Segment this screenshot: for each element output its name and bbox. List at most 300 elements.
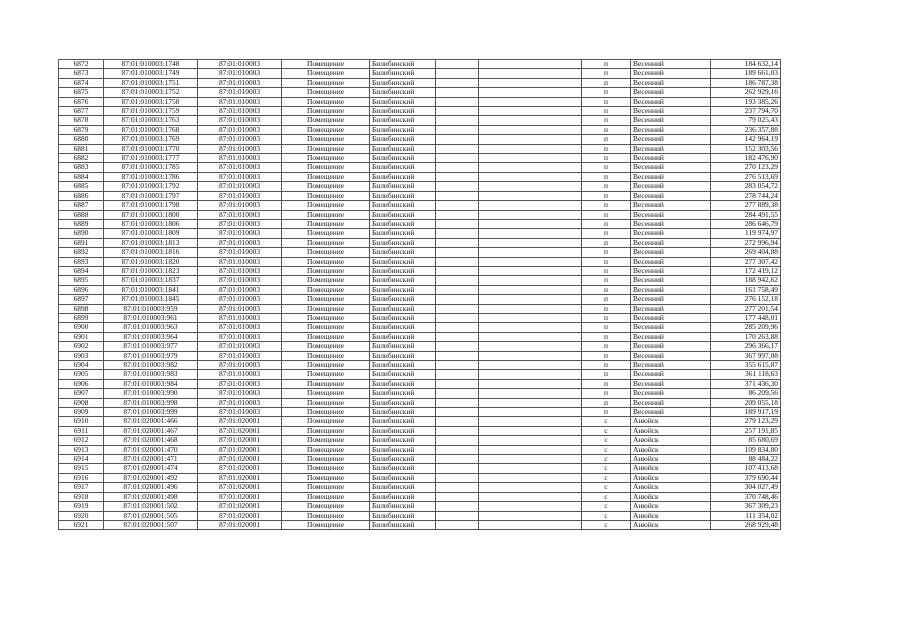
object-type-cell: Помещение bbox=[282, 417, 370, 426]
table-row bbox=[59, 276, 781, 285]
district-cell: Билибинский bbox=[370, 408, 436, 417]
column-blank-1-cell bbox=[436, 107, 479, 116]
column-blank-2-cell bbox=[479, 88, 582, 97]
column-blank-2-cell bbox=[479, 69, 582, 78]
column-blank-2-cell bbox=[479, 172, 582, 181]
settlement-name-cell: Анюйск bbox=[631, 464, 711, 473]
cadastral-quarter-cell: 87:01:010003 bbox=[198, 97, 282, 106]
row-number-cell: 6921 bbox=[59, 520, 104, 529]
settlement-name-cell: Весенний bbox=[631, 379, 711, 388]
cadastral-quarter-cell: 87:01:010003 bbox=[198, 201, 282, 210]
settlement-type-cell: п bbox=[582, 97, 631, 106]
table-row bbox=[59, 417, 781, 426]
cadastral-value-cell: 257 191,85 bbox=[711, 426, 781, 435]
cadastral-number-cell: 87:01:010003:1806 bbox=[104, 219, 198, 228]
settlement-type-cell: с bbox=[582, 445, 631, 454]
settlement-name-cell: Весенний bbox=[631, 238, 711, 247]
cadastral-quarter-cell: 87:01:010003 bbox=[198, 248, 282, 257]
district-cell: Билибинский bbox=[370, 154, 436, 163]
cadastral-quarter-cell: 87:01:010003 bbox=[198, 116, 282, 125]
settlement-type-cell: п bbox=[582, 201, 631, 210]
cadastral-number-cell: 87:01:020001:505 bbox=[104, 511, 198, 520]
settlement-type-cell: п bbox=[582, 69, 631, 78]
district-cell: Билибинский bbox=[370, 107, 436, 116]
settlement-name-cell: Весенний bbox=[631, 304, 711, 313]
column-blank-2-cell bbox=[479, 97, 582, 106]
cadastral-value-cell: 367 997,08 bbox=[711, 351, 781, 360]
cadastral-value-cell: 177 448,01 bbox=[711, 313, 781, 322]
column-blank-2-cell bbox=[479, 502, 582, 511]
cadastral-number-cell: 87:01:020001:466 bbox=[104, 417, 198, 426]
column-blank-2-cell bbox=[479, 361, 582, 370]
column-blank-1-cell bbox=[436, 295, 479, 304]
column-blank-2-cell bbox=[479, 154, 582, 163]
cadastral-number-cell: 87:01:010003:998 bbox=[104, 398, 198, 407]
cadastral-value-cell: 79 025,43 bbox=[711, 116, 781, 125]
column-blank-1-cell bbox=[436, 520, 479, 529]
column-blank-1-cell bbox=[436, 342, 479, 351]
cadastral-number-cell: 87:01:010003:983 bbox=[104, 370, 198, 379]
row-number-cell: 6903 bbox=[59, 351, 104, 360]
table-row bbox=[59, 191, 781, 200]
cadastral-quarter-cell: 87:01:010003 bbox=[198, 210, 282, 219]
row-number-cell: 6885 bbox=[59, 182, 104, 191]
settlement-name-cell: Весенний bbox=[631, 361, 711, 370]
cadastral-quarter-cell: 87:01:020001 bbox=[198, 464, 282, 473]
object-type-cell: Помещение bbox=[282, 398, 370, 407]
settlement-name-cell: Анюйск bbox=[631, 455, 711, 464]
cadastral-number-cell: 87:01:010003:964 bbox=[104, 332, 198, 341]
table-row bbox=[59, 351, 781, 360]
district-cell: Билибинский bbox=[370, 135, 436, 144]
table-row bbox=[59, 379, 781, 388]
row-number-cell: 6877 bbox=[59, 107, 104, 116]
settlement-name-cell: Весенний bbox=[631, 182, 711, 191]
cadastral-number-cell: 87:01:010003:1792 bbox=[104, 182, 198, 191]
row-number-cell: 6888 bbox=[59, 210, 104, 219]
table-row bbox=[59, 88, 781, 97]
column-blank-1-cell bbox=[436, 219, 479, 228]
settlement-type-cell: п bbox=[582, 116, 631, 125]
settlement-type-cell: п bbox=[582, 229, 631, 238]
object-type-cell: Помещение bbox=[282, 304, 370, 313]
column-blank-1-cell bbox=[436, 426, 479, 435]
settlement-type-cell: п bbox=[582, 332, 631, 341]
cadastral-number-cell: 87:01:010003:1777 bbox=[104, 154, 198, 163]
cadastral-quarter-cell: 87:01:010003 bbox=[198, 276, 282, 285]
row-number-cell: 6914 bbox=[59, 455, 104, 464]
cadastral-quarter-cell: 87:01:010003 bbox=[198, 285, 282, 294]
settlement-name-cell: Весенний bbox=[631, 88, 711, 97]
cadastral-number-cell: 87:01:010003:1816 bbox=[104, 248, 198, 257]
row-number-cell: 6890 bbox=[59, 229, 104, 238]
district-cell: Билибинский bbox=[370, 313, 436, 322]
settlement-name-cell: Анюйск bbox=[631, 483, 711, 492]
cadastral-number-cell: 87:01:010003:1763 bbox=[104, 116, 198, 125]
object-type-cell: Помещение bbox=[282, 210, 370, 219]
district-cell: Билибинский bbox=[370, 276, 436, 285]
cadastral-number-cell: 87:01:010003:1752 bbox=[104, 88, 198, 97]
object-type-cell: Помещение bbox=[282, 229, 370, 238]
district-cell: Билибинский bbox=[370, 492, 436, 501]
row-number-cell: 6906 bbox=[59, 379, 104, 388]
settlement-name-cell: Весенний bbox=[631, 201, 711, 210]
district-cell: Билибинский bbox=[370, 502, 436, 511]
column-blank-1-cell bbox=[436, 332, 479, 341]
row-number-cell: 6886 bbox=[59, 191, 104, 200]
column-blank-2-cell bbox=[479, 144, 582, 153]
cadastral-quarter-cell: 87:01:010003 bbox=[198, 370, 282, 379]
column-blank-1-cell bbox=[436, 78, 479, 87]
cadastral-value-cell: 182 476,90 bbox=[711, 154, 781, 163]
table-row bbox=[59, 257, 781, 266]
object-type-cell: Помещение bbox=[282, 361, 370, 370]
row-number-cell: 6917 bbox=[59, 483, 104, 492]
settlement-type-cell: п bbox=[582, 313, 631, 322]
district-cell: Билибинский bbox=[370, 60, 436, 69]
column-blank-2-cell bbox=[479, 511, 582, 520]
district-cell: Билибинский bbox=[370, 191, 436, 200]
cadastral-number-cell: 87:01:020001:492 bbox=[104, 473, 198, 482]
table-row bbox=[59, 201, 781, 210]
column-blank-2-cell bbox=[479, 389, 582, 398]
settlement-type-cell: с bbox=[582, 502, 631, 511]
row-number-cell: 6878 bbox=[59, 116, 104, 125]
cadastral-quarter-cell: 87:01:010003 bbox=[198, 257, 282, 266]
table-row bbox=[59, 389, 781, 398]
column-blank-2-cell bbox=[479, 492, 582, 501]
column-blank-2-cell bbox=[479, 60, 582, 69]
object-type-cell: Помещение bbox=[282, 351, 370, 360]
cadastral-number-cell: 87:01:010003:1797 bbox=[104, 191, 198, 200]
cadastral-value-cell: 237 794,70 bbox=[711, 107, 781, 116]
cadastral-quarter-cell: 87:01:020001 bbox=[198, 483, 282, 492]
column-blank-1-cell bbox=[436, 379, 479, 388]
cadastral-quarter-cell: 87:01:010003 bbox=[198, 389, 282, 398]
cadastral-number-cell: 87:01:020001:470 bbox=[104, 445, 198, 454]
object-type-cell: Помещение bbox=[282, 125, 370, 134]
settlement-type-cell: п bbox=[582, 238, 631, 247]
table-row bbox=[59, 210, 781, 219]
row-number-cell: 6916 bbox=[59, 473, 104, 482]
row-number-cell: 6904 bbox=[59, 361, 104, 370]
cadastral-quarter-cell: 87:01:010003 bbox=[198, 379, 282, 388]
settlement-type-cell: п bbox=[582, 60, 631, 69]
district-cell: Билибинский bbox=[370, 78, 436, 87]
column-blank-1-cell bbox=[436, 135, 479, 144]
cadastral-number-cell: 87:01:010003:979 bbox=[104, 351, 198, 360]
table-row bbox=[59, 361, 781, 370]
table-row bbox=[59, 229, 781, 238]
row-number-cell: 6896 bbox=[59, 285, 104, 294]
cadastral-value-cell: 86 209,56 bbox=[711, 389, 781, 398]
column-blank-2-cell bbox=[479, 210, 582, 219]
cadastral-quarter-cell: 87:01:010003 bbox=[198, 351, 282, 360]
cadastral-quarter-cell: 87:01:020001 bbox=[198, 436, 282, 445]
cadastral-quarter-cell: 87:01:010003 bbox=[198, 154, 282, 163]
column-blank-1-cell bbox=[436, 69, 479, 78]
object-type-cell: Помещение bbox=[282, 135, 370, 144]
column-blank-1-cell bbox=[436, 238, 479, 247]
row-number-cell: 6894 bbox=[59, 266, 104, 275]
column-blank-2-cell bbox=[479, 436, 582, 445]
settlement-name-cell: Анюйск bbox=[631, 426, 711, 435]
cadastral-value-cell: 286 646,79 bbox=[711, 219, 781, 228]
column-blank-1-cell bbox=[436, 172, 479, 181]
settlement-type-cell: п bbox=[582, 285, 631, 294]
settlement-name-cell: Весенний bbox=[631, 408, 711, 417]
column-blank-2-cell bbox=[479, 163, 582, 172]
cadastral-quarter-cell: 87:01:010003 bbox=[198, 398, 282, 407]
cadastral-quarter-cell: 87:01:020001 bbox=[198, 473, 282, 482]
district-cell: Билибинский bbox=[370, 97, 436, 106]
cadastral-value-cell: 283 054,72 bbox=[711, 182, 781, 191]
cadastral-number-cell: 87:01:010003:1749 bbox=[104, 69, 198, 78]
cadastral-value-cell: 278 744,24 bbox=[711, 191, 781, 200]
cadastral-number-cell: 87:01:010003:1770 bbox=[104, 144, 198, 153]
column-blank-1-cell bbox=[436, 455, 479, 464]
row-number-cell: 6907 bbox=[59, 389, 104, 398]
settlement-type-cell: с bbox=[582, 455, 631, 464]
column-blank-1-cell bbox=[436, 191, 479, 200]
district-cell: Билибинский bbox=[370, 163, 436, 172]
cadastral-value-cell: 188 942,62 bbox=[711, 276, 781, 285]
district-cell: Билибинский bbox=[370, 389, 436, 398]
table-row bbox=[59, 342, 781, 351]
district-cell: Билибинский bbox=[370, 455, 436, 464]
cadastral-quarter-cell: 87:01:010003 bbox=[198, 107, 282, 116]
cadastral-quarter-cell: 87:01:020001 bbox=[198, 520, 282, 529]
row-number-cell: 6912 bbox=[59, 436, 104, 445]
object-type-cell: Помещение bbox=[282, 313, 370, 322]
object-type-cell: Помещение bbox=[282, 201, 370, 210]
cadastral-quarter-cell: 87:01:020001 bbox=[198, 445, 282, 454]
settlement-name-cell: Весенний bbox=[631, 313, 711, 322]
table-row bbox=[59, 69, 781, 78]
column-blank-1-cell bbox=[436, 351, 479, 360]
settlement-name-cell: Весенний bbox=[631, 97, 711, 106]
district-cell: Билибинский bbox=[370, 257, 436, 266]
column-blank-2-cell bbox=[479, 238, 582, 247]
table-row bbox=[59, 492, 781, 501]
settlement-name-cell: Анюйск bbox=[631, 502, 711, 511]
object-type-cell: Помещение bbox=[282, 266, 370, 275]
object-type-cell: Помещение bbox=[282, 483, 370, 492]
column-blank-1-cell bbox=[436, 266, 479, 275]
cadastral-number-cell: 87:01:010003:1837 bbox=[104, 276, 198, 285]
column-blank-1-cell bbox=[436, 313, 479, 322]
object-type-cell: Помещение bbox=[282, 511, 370, 520]
object-type-cell: Помещение bbox=[282, 116, 370, 125]
column-blank-1-cell bbox=[436, 201, 479, 210]
row-number-cell: 6884 bbox=[59, 172, 104, 181]
settlement-name-cell: Весенний bbox=[631, 323, 711, 332]
cadastral-quarter-cell: 87:01:020001 bbox=[198, 511, 282, 520]
cadastral-value-cell: 236 357,88 bbox=[711, 125, 781, 134]
settlement-name-cell: Весенний bbox=[631, 135, 711, 144]
table-row bbox=[59, 520, 781, 529]
row-number-cell: 6881 bbox=[59, 144, 104, 153]
row-number-cell: 6893 bbox=[59, 257, 104, 266]
object-type-cell: Помещение bbox=[282, 248, 370, 257]
column-blank-1-cell bbox=[436, 182, 479, 191]
column-blank-2-cell bbox=[479, 201, 582, 210]
row-number-cell: 6872 bbox=[59, 60, 104, 69]
settlement-name-cell: Весенний bbox=[631, 144, 711, 153]
cadastral-value-cell: 268 929,48 bbox=[711, 520, 781, 529]
row-number-cell: 6913 bbox=[59, 445, 104, 454]
column-blank-2-cell bbox=[479, 473, 582, 482]
row-number-cell: 6902 bbox=[59, 342, 104, 351]
row-number-cell: 6883 bbox=[59, 163, 104, 172]
cadastral-quarter-cell: 87:01:010003 bbox=[198, 266, 282, 275]
cadastral-value-cell: 276 513,69 bbox=[711, 172, 781, 181]
column-blank-2-cell bbox=[479, 426, 582, 435]
cadastral-value-cell: 285 209,96 bbox=[711, 323, 781, 332]
cadastral-value-cell: 270 123,29 bbox=[711, 163, 781, 172]
district-cell: Билибинский bbox=[370, 172, 436, 181]
settlement-type-cell: п bbox=[582, 304, 631, 313]
object-type-cell: Помещение bbox=[282, 295, 370, 304]
settlement-name-cell: Весенний bbox=[631, 398, 711, 407]
settlement-type-cell: с bbox=[582, 492, 631, 501]
settlement-type-cell: п bbox=[582, 257, 631, 266]
row-number-cell: 6889 bbox=[59, 219, 104, 228]
table-row bbox=[59, 436, 781, 445]
cadastral-number-cell: 87:01:020001:502 bbox=[104, 502, 198, 511]
cadastral-quarter-cell: 87:01:010003 bbox=[198, 135, 282, 144]
cadastral-quarter-cell: 87:01:010003 bbox=[198, 342, 282, 351]
object-type-cell: Помещение bbox=[282, 426, 370, 435]
settlement-type-cell: с bbox=[582, 483, 631, 492]
row-number-cell: 6895 bbox=[59, 276, 104, 285]
table-row bbox=[59, 135, 781, 144]
settlement-type-cell: с bbox=[582, 436, 631, 445]
column-blank-2-cell bbox=[479, 313, 582, 322]
table-row bbox=[59, 154, 781, 163]
cadastral-number-cell: 87:01:010003:1823 bbox=[104, 266, 198, 275]
district-cell: Билибинский bbox=[370, 417, 436, 426]
row-number-cell: 6892 bbox=[59, 248, 104, 257]
settlement-type-cell: п bbox=[582, 276, 631, 285]
cadastral-value-cell: 284 491,55 bbox=[711, 210, 781, 219]
cadastral-quarter-cell: 87:01:010003 bbox=[198, 295, 282, 304]
row-number-cell: 6880 bbox=[59, 135, 104, 144]
district-cell: Билибинский bbox=[370, 370, 436, 379]
cadastral-value-table bbox=[58, 59, 781, 530]
column-blank-1-cell bbox=[436, 417, 479, 426]
object-type-cell: Помещение bbox=[282, 389, 370, 398]
settlement-name-cell: Весенний bbox=[631, 154, 711, 163]
district-cell: Билибинский bbox=[370, 116, 436, 125]
table-row bbox=[59, 266, 781, 275]
column-blank-2-cell bbox=[479, 304, 582, 313]
settlement-type-cell: п bbox=[582, 107, 631, 116]
cadastral-value-cell: 107 413,68 bbox=[711, 464, 781, 473]
settlement-name-cell: Весенний bbox=[631, 69, 711, 78]
row-number-cell: 6879 bbox=[59, 125, 104, 134]
settlement-name-cell: Весенний bbox=[631, 248, 711, 257]
row-number-cell: 6910 bbox=[59, 417, 104, 426]
settlement-type-cell: п bbox=[582, 135, 631, 144]
settlement-type-cell: с bbox=[582, 426, 631, 435]
row-number-cell: 6920 bbox=[59, 511, 104, 520]
column-blank-1-cell bbox=[436, 154, 479, 163]
object-type-cell: Помещение bbox=[282, 445, 370, 454]
column-blank-1-cell bbox=[436, 370, 479, 379]
settlement-type-cell: п bbox=[582, 342, 631, 351]
table-row bbox=[59, 408, 781, 417]
cadastral-value-cell: 277 201,54 bbox=[711, 304, 781, 313]
column-blank-1-cell bbox=[436, 389, 479, 398]
cadastral-number-cell: 87:01:010003:1798 bbox=[104, 201, 198, 210]
cadastral-quarter-cell: 87:01:010003 bbox=[198, 182, 282, 191]
settlement-type-cell: п bbox=[582, 351, 631, 360]
cadastral-value-cell: 142 964,19 bbox=[711, 135, 781, 144]
object-type-cell: Помещение bbox=[282, 69, 370, 78]
object-type-cell: Помещение bbox=[282, 370, 370, 379]
cadastral-quarter-cell: 87:01:010003 bbox=[198, 304, 282, 313]
settlement-name-cell: Весенний bbox=[631, 257, 711, 266]
district-cell: Билибинский bbox=[370, 511, 436, 520]
cadastral-value-cell: 276 152,18 bbox=[711, 295, 781, 304]
column-blank-1-cell bbox=[436, 304, 479, 313]
settlement-name-cell: Весенний bbox=[631, 266, 711, 275]
cadastral-number-cell: 87:01:020001:507 bbox=[104, 520, 198, 529]
settlement-name-cell: Весенний bbox=[631, 191, 711, 200]
cadastral-number-cell: 87:01:010003:1751 bbox=[104, 78, 198, 87]
cadastral-number-cell: 87:01:010003:963 bbox=[104, 323, 198, 332]
settlement-type-cell: п bbox=[582, 78, 631, 87]
table-row bbox=[59, 60, 781, 69]
cadastral-value-cell: 277 889,38 bbox=[711, 201, 781, 210]
cadastral-quarter-cell: 87:01:010003 bbox=[198, 313, 282, 322]
cadastral-value-cell: 152 303,56 bbox=[711, 144, 781, 153]
column-blank-2-cell bbox=[479, 78, 582, 87]
object-type-cell: Помещение bbox=[282, 238, 370, 247]
cadastral-number-cell: 87:01:010003:984 bbox=[104, 379, 198, 388]
settlement-name-cell: Весенний bbox=[631, 332, 711, 341]
cadastral-number-cell: 87:01:010003:982 bbox=[104, 361, 198, 370]
cadastral-value-cell: 161 758,49 bbox=[711, 285, 781, 294]
settlement-type-cell: п bbox=[582, 295, 631, 304]
cadastral-number-cell: 87:01:010003:999 bbox=[104, 408, 198, 417]
column-blank-1-cell bbox=[436, 97, 479, 106]
column-blank-2-cell bbox=[479, 464, 582, 473]
column-blank-2-cell bbox=[479, 408, 582, 417]
cadastral-number-cell: 87:01:010003:961 bbox=[104, 313, 198, 322]
district-cell: Билибинский bbox=[370, 520, 436, 529]
row-number-cell: 6899 bbox=[59, 313, 104, 322]
column-blank-2-cell bbox=[479, 285, 582, 294]
settlement-name-cell: Весенний bbox=[631, 389, 711, 398]
settlement-type-cell: п bbox=[582, 144, 631, 153]
table-row bbox=[59, 445, 781, 454]
cadastral-quarter-cell: 87:01:010003 bbox=[198, 361, 282, 370]
object-type-cell: Помещение bbox=[282, 88, 370, 97]
cadastral-quarter-cell: 87:01:010003 bbox=[198, 323, 282, 332]
cadastral-value-cell: 277 307,42 bbox=[711, 257, 781, 266]
settlement-name-cell: Анюйск bbox=[631, 492, 711, 501]
table-row bbox=[59, 304, 781, 313]
district-cell: Билибинский bbox=[370, 304, 436, 313]
column-blank-1-cell bbox=[436, 248, 479, 257]
cadastral-number-cell: 87:01:010003:1820 bbox=[104, 257, 198, 266]
cadastral-number-cell: 87:01:010003:1759 bbox=[104, 107, 198, 116]
settlement-name-cell: Весенний bbox=[631, 125, 711, 134]
column-blank-1-cell bbox=[436, 88, 479, 97]
district-cell: Билибинский bbox=[370, 342, 436, 351]
